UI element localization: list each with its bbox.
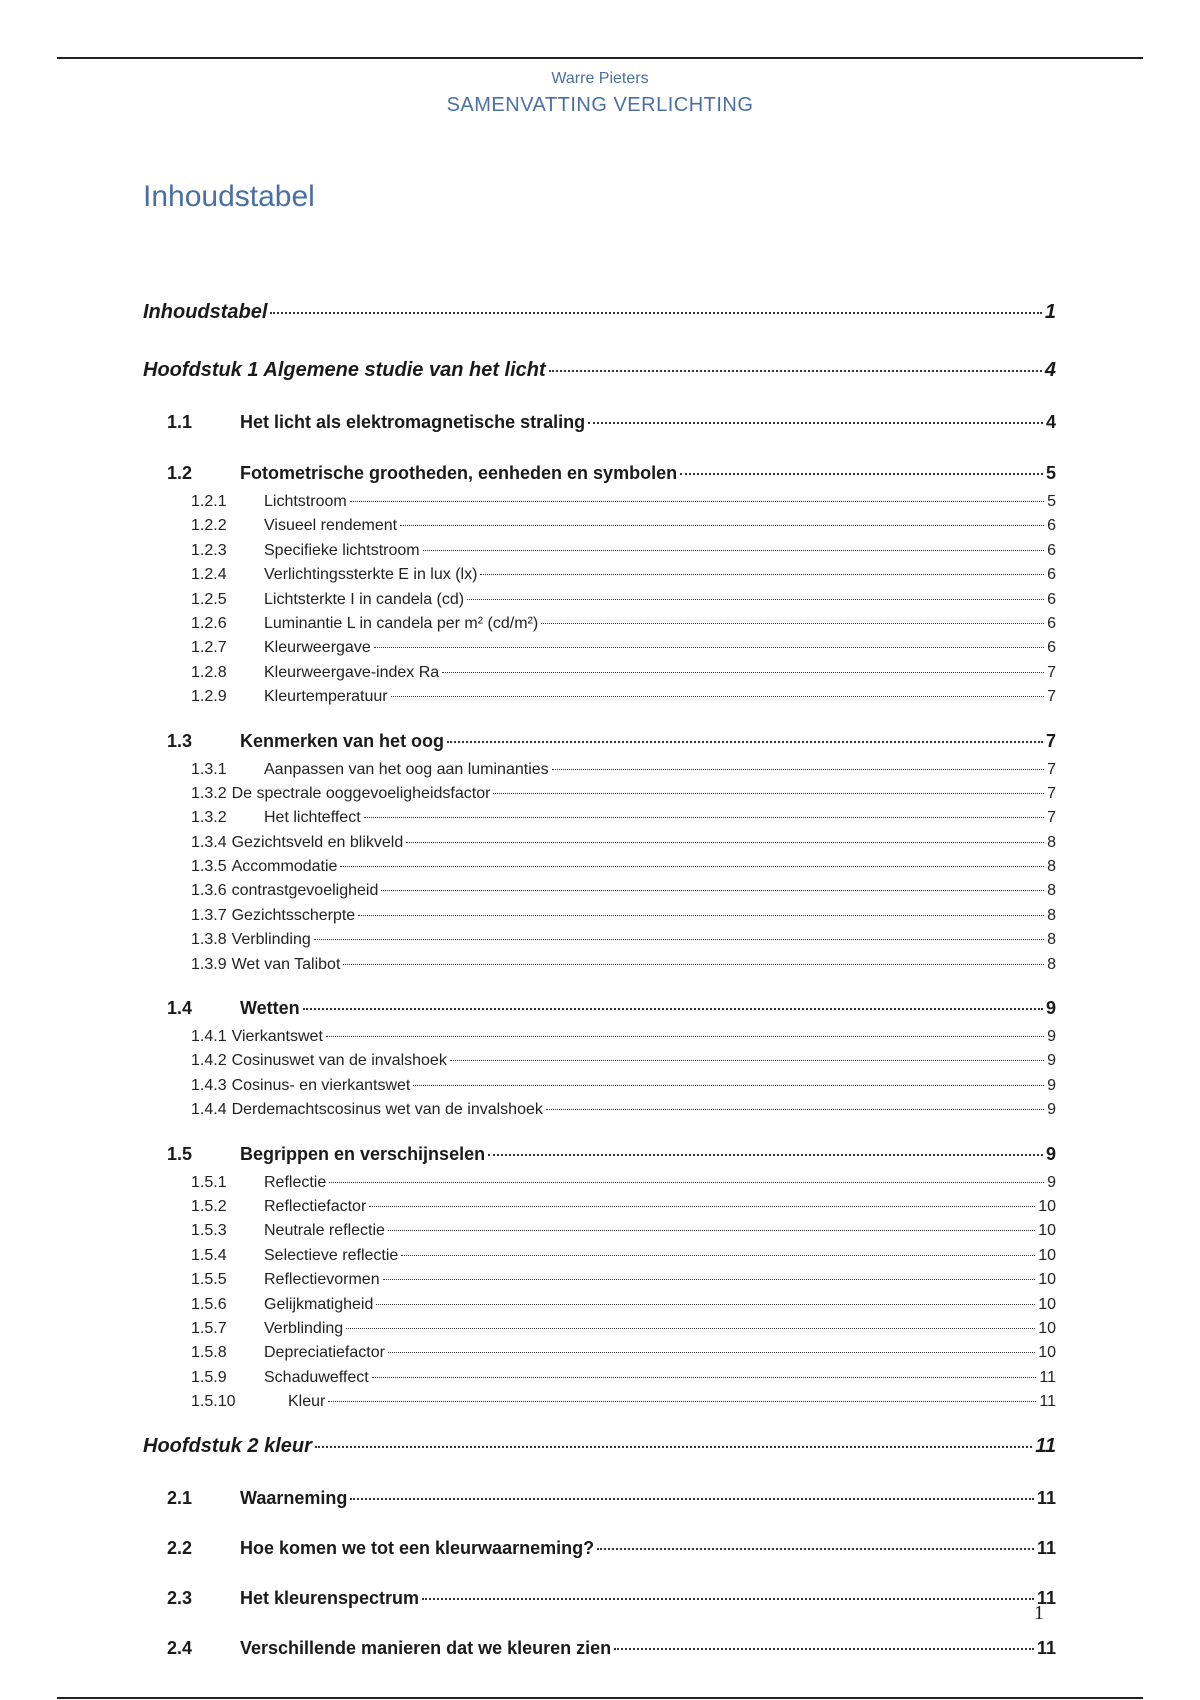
toc-entry-page: 11 — [1035, 1434, 1056, 1457]
toc-entry-label: Aanpassen van het oog aan luminanties — [264, 760, 549, 778]
dot-leader — [442, 672, 1044, 673]
toc-entry-number: 1.3.1 — [191, 760, 227, 778]
toc-entry[interactable] — [143, 831, 1056, 855]
toc-entry-label: Begrippen en verschijnselen — [240, 1143, 486, 1164]
toc-entry-page: 5 — [1045, 463, 1056, 483]
toc-entry-number: 1.2.9 — [191, 688, 227, 706]
toc-entry-page: 8 — [1047, 906, 1056, 924]
dot-leader — [350, 501, 1044, 502]
toc-entry-page: 11 — [1039, 1368, 1056, 1386]
toc-entry-label: Kleurweergave-index Ra — [264, 663, 440, 681]
toc-entry[interactable] — [143, 490, 1056, 514]
dot-leader — [680, 473, 1043, 475]
dot-leader — [358, 915, 1044, 916]
toc-entry-number: 1.2.8 — [191, 663, 227, 681]
toc-entry-label: Depreciatiefactor — [264, 1344, 385, 1362]
dot-leader — [326, 1036, 1044, 1037]
dot-leader — [376, 1304, 1035, 1305]
toc-entry-label: Wet van Talibot — [231, 955, 341, 973]
toc-entry[interactable] — [143, 782, 1056, 806]
toc-entry-number: 1.2 — [167, 463, 193, 483]
toc-entry-number: 1.2.2 — [191, 517, 227, 535]
dot-leader — [364, 817, 1044, 818]
toc-entry-page: 9 — [1047, 1028, 1056, 1046]
toc-entry-number: 1.4 — [167, 998, 193, 1019]
dot-leader — [406, 842, 1044, 843]
toc-entry[interactable] — [143, 1171, 1056, 1195]
toc-entry-label: Fotometrische grootheden, eenheden en symbolen — [240, 463, 678, 483]
dot-leader — [488, 1154, 1043, 1156]
toc-entry-page: 6 — [1047, 541, 1056, 559]
toc-entry-label: Kleurweergave — [264, 639, 371, 657]
dot-leader — [450, 1060, 1044, 1061]
toc-entry[interactable] — [143, 1268, 1056, 1292]
toc-entry-label: contrastgevoeligheid — [231, 882, 379, 900]
toc-entry-page: 11 — [1036, 1537, 1056, 1558]
toc-entry-page: 6 — [1047, 639, 1056, 657]
toc-entry[interactable] — [143, 1244, 1056, 1268]
toc-entry-number: 1.4.4 — [191, 1101, 227, 1119]
toc-entry-label: Kenmerken van het oog — [240, 730, 445, 751]
toc-entry[interactable] — [143, 904, 1056, 928]
toc-entry-page: 7 — [1047, 760, 1056, 778]
toc-entry-label: Gezichtsveld en blikveld — [231, 833, 404, 851]
page-number: 1 — [1034, 1602, 1044, 1624]
toc-entry-label: Inhoudstabel — [143, 301, 268, 323]
toc-entry[interactable] — [143, 1366, 1056, 1390]
dot-leader — [423, 550, 1044, 551]
toc-entry-page: 8 — [1047, 955, 1056, 973]
toc-entry[interactable] — [143, 661, 1056, 685]
dot-leader — [400, 525, 1044, 526]
toc-entry-number: 1.5.8 — [191, 1344, 227, 1362]
toc-entry-page: 6 — [1047, 614, 1056, 632]
toc-entry-label: Derdemachtscosinus wet van de invalshoek — [231, 1101, 543, 1119]
toc-entry-label: Lichtstroom — [264, 493, 347, 510]
toc-entry-page: 11 — [1039, 1393, 1056, 1411]
toc-entry-label: Waarneming — [240, 1487, 348, 1508]
dot-leader — [614, 1648, 1034, 1650]
toc-entry-label: Verschillende manieren dat we kleuren zien — [240, 1637, 612, 1658]
toc-entry-number: 1.3.7 — [191, 906, 227, 924]
toc-entry-page: 9 — [1045, 998, 1056, 1019]
dot-leader — [541, 623, 1044, 624]
toc-entry-number: 1.2.5 — [191, 590, 227, 608]
document-title: SAMENVATTING VERLICHTING — [446, 94, 754, 116]
toc-entry[interactable] — [143, 855, 1056, 879]
toc-entry-label: Wetten — [240, 998, 300, 1019]
toc-entry[interactable] — [143, 405, 1056, 439]
toc-entry-page: 7 — [1047, 809, 1056, 827]
toc-entry-label: Het licht als elektromagnetische straling — [240, 412, 586, 432]
dot-leader — [549, 370, 1042, 372]
toc-entry-page: 11 — [1036, 1487, 1056, 1508]
dot-leader — [546, 1109, 1044, 1110]
toc-entry[interactable] — [143, 293, 1056, 331]
toc-entry-label: Hoe komen we tot een kleurwaarneming? — [240, 1537, 595, 1558]
toc-entry-number: 1.5.5 — [191, 1271, 227, 1289]
toc-entry-label: Specifieke lichtstroom — [264, 541, 420, 559]
header-rule — [57, 57, 1143, 59]
toc-entry-number: 1.5.10 — [191, 1393, 236, 1411]
dot-leader — [422, 1598, 1034, 1600]
toc-entry-page: 8 — [1047, 858, 1056, 876]
toc-entry[interactable] — [143, 685, 1056, 709]
author-name: Warre Pieters — [551, 70, 649, 87]
dot-leader — [383, 1279, 1036, 1280]
toc-entry-number: 1.2.3 — [191, 541, 227, 559]
toc-entry-page: 10 — [1038, 1319, 1056, 1337]
toc-entry-page: 6 — [1047, 517, 1056, 535]
toc-entry-label: Luminantie L in candela per m² (cd/m²) — [264, 614, 539, 632]
dot-leader — [314, 939, 1044, 940]
table-of-contents — [143, 293, 1056, 1665]
toc-entry-page: 8 — [1047, 833, 1056, 851]
toc-entry-label: Selectieve reflectie — [264, 1246, 399, 1264]
toc-entry-number: 1.5.4 — [191, 1246, 227, 1264]
toc-entry-page: 11 — [1036, 1587, 1056, 1608]
toc-entry-number: 1.5.2 — [191, 1197, 227, 1215]
toc-entry-page: 11 — [1036, 1637, 1056, 1658]
toc-entry-page: 6 — [1047, 590, 1056, 608]
toc-entry-number: 1.4.1 — [191, 1028, 227, 1046]
toc-entry-page: 10 — [1038, 1344, 1056, 1362]
toc-entry[interactable] — [143, 1341, 1056, 1365]
toc-entry-number: 1.3.8 — [191, 931, 227, 949]
toc-entry-number: 1.5.9 — [191, 1368, 227, 1386]
toc-entry-label: Cosinuswet van de invalshoek — [231, 1052, 447, 1070]
toc-entry[interactable] — [143, 991, 1056, 1025]
toc-entry[interactable] — [143, 539, 1056, 563]
document-header — [0, 70, 1200, 117]
toc-entry-page: 10 — [1038, 1271, 1056, 1289]
toc-entry-number: 2.1 — [167, 1487, 193, 1508]
dot-leader — [315, 1446, 1032, 1448]
toc-entry[interactable] — [143, 806, 1056, 830]
toc-entry[interactable] — [143, 612, 1056, 636]
dot-leader — [381, 890, 1044, 891]
toc-entry[interactable] — [143, 514, 1056, 538]
toc-entry[interactable] — [143, 953, 1056, 977]
toc-heading: Inhoudstabel — [143, 180, 315, 213]
dot-leader — [346, 1328, 1035, 1329]
toc-entry[interactable] — [143, 1195, 1056, 1219]
toc-entry-number: 1.3 — [167, 730, 193, 751]
dot-leader — [552, 769, 1044, 770]
toc-entry-page: 10 — [1038, 1197, 1056, 1215]
dot-leader — [303, 1008, 1043, 1010]
toc-entry-label: De spectrale ooggevoeligheidsfactor — [231, 784, 491, 802]
toc-entry[interactable] — [143, 563, 1056, 587]
toc-entry[interactable] — [143, 588, 1056, 612]
toc-entry-page: 10 — [1038, 1222, 1056, 1240]
toc-entry-label: Hoofdstuk 2 kleur — [143, 1434, 312, 1457]
toc-entry[interactable] — [143, 1049, 1056, 1073]
toc-entry-label: Het lichteffect — [264, 809, 361, 827]
toc-entry-page: 9 — [1045, 1143, 1056, 1164]
toc-entry-label: Schaduweffect — [264, 1368, 369, 1386]
dot-leader — [369, 1206, 1035, 1207]
toc-entry-number: 1.3.4 — [191, 833, 227, 851]
toc-entry-number: 1.2.1 — [191, 493, 227, 510]
toc-entry-number: 1.5.7 — [191, 1319, 227, 1337]
toc-entry-page: 1 — [1044, 301, 1056, 323]
toc-entry-number: 2.3 — [167, 1587, 193, 1608]
toc-entry[interactable] — [143, 1390, 1056, 1414]
toc-entry[interactable] — [143, 1581, 1056, 1615]
toc-entry-label: Reflectiefactor — [264, 1197, 367, 1215]
dot-leader — [343, 964, 1044, 965]
toc-entry-page: 5 — [1047, 493, 1056, 510]
toc-entry[interactable] — [143, 351, 1056, 389]
toc-entry-number: 1.2.6 — [191, 614, 227, 632]
dot-leader — [350, 1498, 1034, 1500]
dot-leader — [480, 574, 1044, 575]
toc-entry[interactable] — [143, 928, 1056, 952]
toc-entry-label: Verblinding — [231, 931, 311, 949]
toc-entry-number: 1.5.6 — [191, 1295, 227, 1313]
toc-entry[interactable] — [143, 1098, 1056, 1122]
dot-leader — [401, 1255, 1035, 1256]
toc-entry-number: 1.5.1 — [191, 1173, 227, 1191]
toc-entry[interactable] — [143, 1025, 1056, 1049]
toc-entry-number: 1.4.3 — [191, 1076, 227, 1094]
toc-entry-page: 10 — [1038, 1246, 1056, 1264]
dot-leader — [597, 1548, 1034, 1550]
toc-entry-number: 2.2 — [167, 1537, 193, 1558]
toc-entry-label: Hoofdstuk 1 Algemene studie van het licht — [143, 359, 546, 381]
toc-entry-label: Verblinding — [264, 1319, 344, 1337]
dot-leader — [328, 1401, 1036, 1402]
toc-entry-label: Reflectie — [264, 1173, 327, 1191]
toc-entry-number: 1.3.6 — [191, 882, 227, 900]
toc-entry-label: Neutrale reflectie — [264, 1222, 385, 1240]
toc-entry-page: 7 — [1047, 688, 1056, 706]
toc-entry-page: 8 — [1047, 882, 1056, 900]
toc-entry-page: 9 — [1047, 1173, 1056, 1191]
toc-entry-page: 7 — [1047, 784, 1056, 802]
toc-entry[interactable] — [143, 1293, 1056, 1317]
toc-entry-label: Het kleurenspectrum — [240, 1587, 420, 1608]
toc-entry[interactable] — [143, 1427, 1056, 1465]
dot-leader — [467, 599, 1044, 600]
toc-entry[interactable] — [143, 456, 1056, 490]
dot-leader — [374, 647, 1044, 648]
dot-leader — [388, 1352, 1035, 1353]
toc-entry-label: Visueel rendement — [264, 517, 398, 535]
toc-entry-page: 9 — [1047, 1101, 1056, 1119]
toc-entry-number: 1.3.2 — [191, 784, 227, 802]
toc-entry-page: 4 — [1044, 359, 1056, 381]
toc-entry-number: 1.1 — [167, 412, 193, 432]
dot-leader — [588, 422, 1043, 424]
toc-entry-label: Kleurtemperatuur — [264, 688, 388, 706]
toc-entry-page: 9 — [1047, 1076, 1056, 1094]
toc-entry-number: 1.4.2 — [191, 1052, 227, 1070]
toc-entry-number: 1.2.7 — [191, 639, 227, 657]
dot-leader — [340, 866, 1044, 867]
toc-entry-label: Kleur — [288, 1393, 326, 1411]
toc-entry-label: Gezichtsscherpte — [231, 906, 356, 924]
toc-entry-label: Gelijkmatigheid — [264, 1295, 374, 1313]
dot-leader — [329, 1182, 1044, 1183]
dot-leader — [413, 1085, 1044, 1086]
toc-entry-page: 9 — [1047, 1052, 1056, 1070]
toc-entry-label: Cosinus- en vierkantswet — [231, 1076, 411, 1094]
dot-leader — [391, 696, 1044, 697]
toc-entry-number: 1.3.5 — [191, 858, 227, 876]
toc-entry-number: 2.4 — [167, 1637, 193, 1658]
toc-entry-page: 4 — [1045, 412, 1056, 432]
dot-leader — [447, 741, 1043, 743]
toc-entry[interactable] — [143, 724, 1056, 758]
toc-entry-label: Accommodatie — [231, 858, 338, 876]
toc-entry-number: 1.3.9 — [191, 955, 227, 973]
toc-entry[interactable] — [143, 1481, 1056, 1515]
toc-entry[interactable] — [143, 758, 1056, 782]
dot-leader — [388, 1230, 1035, 1231]
toc-entry[interactable] — [143, 1317, 1056, 1341]
toc-entry[interactable] — [143, 1531, 1056, 1565]
toc-entry-page: 8 — [1047, 931, 1056, 949]
toc-entry[interactable] — [143, 636, 1056, 660]
toc-entry-number: 1.5 — [167, 1143, 193, 1164]
toc-entry-label: Verlichtingssterkte E in lux (lx) — [264, 566, 478, 584]
toc-entry-page: 10 — [1038, 1295, 1056, 1313]
toc-entry[interactable] — [143, 1137, 1056, 1171]
toc-entry[interactable] — [143, 1219, 1056, 1243]
dot-leader — [270, 312, 1041, 314]
toc-entry-page: 7 — [1045, 730, 1056, 751]
toc-entry[interactable] — [143, 1631, 1056, 1665]
toc-entry-label: Lichtsterkte I in candela (cd) — [264, 590, 465, 608]
toc-entry[interactable] — [143, 879, 1056, 903]
toc-entry-page: 7 — [1047, 663, 1056, 681]
dot-leader — [493, 793, 1044, 794]
dot-leader — [372, 1377, 1037, 1378]
toc-entry-page: 6 — [1047, 566, 1056, 584]
toc-entry-number: 1.3.2 — [191, 809, 227, 827]
toc-entry-label: Vierkantswet — [231, 1028, 323, 1046]
toc-entry[interactable] — [143, 1074, 1056, 1098]
toc-entry-number: 1.2.4 — [191, 566, 227, 584]
toc-entry-label: Reflectievormen — [264, 1271, 380, 1289]
footer-rule — [57, 1697, 1143, 1699]
toc-entry-number: 1.5.3 — [191, 1222, 227, 1240]
